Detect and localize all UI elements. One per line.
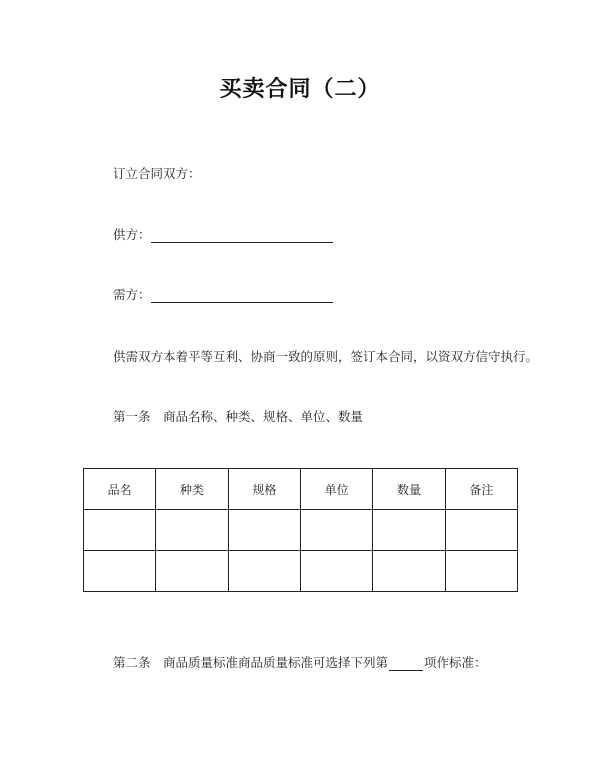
supplier-label: 供方： <box>113 227 151 242</box>
buyer-label: 需方： <box>113 287 151 302</box>
standard-number-blank[interactable] <box>389 656 423 671</box>
header-cell: 单位 <box>300 469 372 510</box>
table-cell[interactable] <box>84 551 156 592</box>
table-cell[interactable] <box>156 510 228 551</box>
buyer-line <box>113 285 333 303</box>
table-cell[interactable] <box>84 510 156 551</box>
table-cell[interactable] <box>300 510 372 551</box>
parties-intro: 订立合同双方： <box>113 166 201 181</box>
header-cell: 数量 <box>373 469 445 510</box>
document-title: 买卖合同（二） <box>219 77 381 102</box>
header-cell: 备注 <box>445 469 517 510</box>
article2-line <box>113 653 487 671</box>
table-row <box>84 510 518 551</box>
table-cell[interactable] <box>300 551 372 592</box>
table-cell[interactable] <box>445 510 517 551</box>
header-cell: 品名 <box>84 469 156 510</box>
table-cell[interactable] <box>228 510 300 551</box>
table-row <box>84 551 518 592</box>
header-cell: 规格 <box>228 469 300 510</box>
table-header-row <box>84 469 518 510</box>
article2-prefix: 第二条 商品质量标准商品质量标准可选择下列第 <box>113 655 389 670</box>
table-cell[interactable] <box>228 551 300 592</box>
goods-table <box>83 468 518 592</box>
article2-suffix: 项作标准： <box>424 655 487 670</box>
header-cell: 种类 <box>156 469 228 510</box>
supplier-line <box>113 225 333 243</box>
article1-heading: 第一条 商品名称、种类、规格、单位、数量 <box>113 409 364 424</box>
table-cell[interactable] <box>156 551 228 592</box>
table-cell[interactable] <box>445 551 517 592</box>
supplier-blank[interactable] <box>151 228 333 243</box>
principle-text: 供需双方本着平等互利、协商一致的原则，签订本合同，以资双方信守执行。 <box>113 349 539 364</box>
table-cell[interactable] <box>373 510 445 551</box>
buyer-blank[interactable] <box>151 288 333 303</box>
table-cell[interactable] <box>373 551 445 592</box>
